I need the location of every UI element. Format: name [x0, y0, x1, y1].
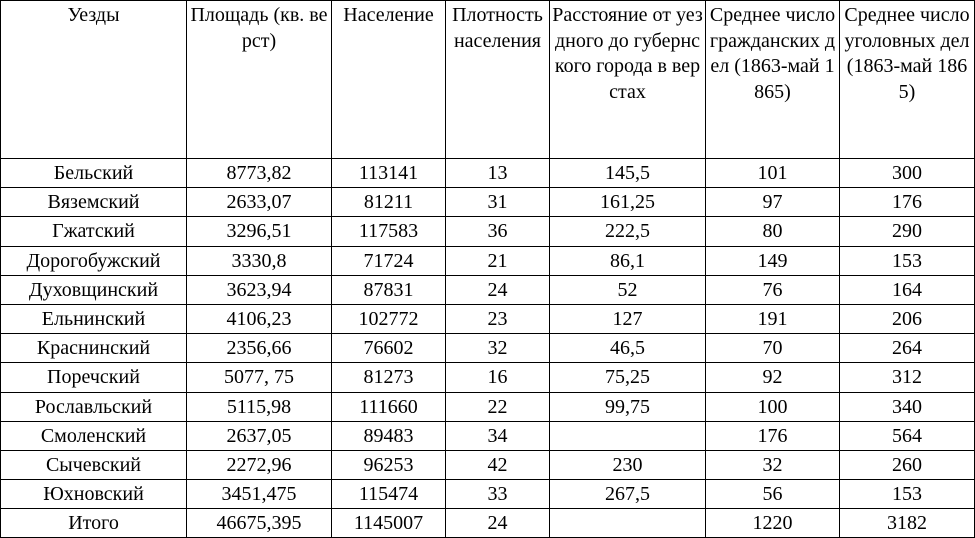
cell-uezd: Вяземский — [1, 188, 187, 217]
cell-distance: 267,5 — [550, 480, 706, 509]
header-uezd: Уезды — [1, 1, 187, 159]
cell-distance — [550, 509, 706, 538]
cell-distance: 46,5 — [550, 334, 706, 363]
cell-area: 46675,395 — [187, 509, 332, 538]
table-row — [1, 363, 975, 392]
header-density: Плотность населения — [446, 1, 550, 159]
table-row — [1, 480, 975, 509]
cell-distance: 127 — [550, 304, 706, 333]
cell-area: 2633,07 — [187, 188, 332, 217]
cell-criminal-cases: 564 — [840, 421, 975, 450]
cell-uezd: Поречский — [1, 363, 187, 392]
cell-uezd: Смоленский — [1, 421, 187, 450]
table-body — [1, 159, 975, 538]
cell-population: 71724 — [332, 246, 446, 275]
cell-area: 5115,98 — [187, 392, 332, 421]
cell-uezd: Итого — [1, 509, 187, 538]
cell-density: 23 — [446, 304, 550, 333]
table-row — [1, 421, 975, 450]
table-header — [1, 1, 975, 159]
cell-distance: 52 — [550, 275, 706, 304]
cell-civil-cases: 56 — [706, 480, 840, 509]
table-row — [1, 159, 975, 188]
cell-uezd: Краснинский — [1, 334, 187, 363]
header-population: Население — [332, 1, 446, 159]
cell-density: 21 — [446, 246, 550, 275]
cell-civil-cases: 92 — [706, 363, 840, 392]
cell-density: 33 — [446, 480, 550, 509]
table-row — [1, 392, 975, 421]
cell-population: 117583 — [332, 217, 446, 246]
cell-civil-cases: 70 — [706, 334, 840, 363]
cell-criminal-cases: 340 — [840, 392, 975, 421]
cell-civil-cases: 100 — [706, 392, 840, 421]
cell-density: 24 — [446, 509, 550, 538]
cell-civil-cases: 191 — [706, 304, 840, 333]
cell-area: 2637,05 — [187, 421, 332, 450]
cell-distance: 230 — [550, 450, 706, 479]
cell-distance: 145,5 — [550, 159, 706, 188]
cell-civil-cases: 1220 — [706, 509, 840, 538]
cell-density: 22 — [446, 392, 550, 421]
cell-uezd: Духовщинский — [1, 275, 187, 304]
table-row — [1, 217, 975, 246]
cell-density: 32 — [446, 334, 550, 363]
cell-area: 3451,475 — [187, 480, 332, 509]
table-row — [1, 275, 975, 304]
header-area: Площадь (кв. верст) — [187, 1, 332, 159]
table-row — [1, 304, 975, 333]
table-row — [1, 450, 975, 479]
cell-area: 4106,23 — [187, 304, 332, 333]
cell-uezd: Юхновский — [1, 480, 187, 509]
cell-civil-cases: 101 — [706, 159, 840, 188]
cell-criminal-cases: 264 — [840, 334, 975, 363]
total-row — [1, 509, 975, 538]
table-row — [1, 188, 975, 217]
cell-uezd: Дорогобужский — [1, 246, 187, 275]
cell-uezd: Сычевский — [1, 450, 187, 479]
header-civil-cases: Среднее число гражданских дел (1863-май 1865) — [706, 1, 840, 159]
cell-civil-cases: 176 — [706, 421, 840, 450]
cell-population: 76602 — [332, 334, 446, 363]
cell-area: 2272,96 — [187, 450, 332, 479]
cell-density: 36 — [446, 217, 550, 246]
cell-population: 96253 — [332, 450, 446, 479]
cell-criminal-cases: 3182 — [840, 509, 975, 538]
cell-population: 87831 — [332, 275, 446, 304]
cell-density: 31 — [446, 188, 550, 217]
cell-population: 115474 — [332, 480, 446, 509]
cell-population: 111660 — [332, 392, 446, 421]
cell-civil-cases: 32 — [706, 450, 840, 479]
cell-uezd: Ельнинский — [1, 304, 187, 333]
header-criminal-cases: Среднее число уголовных дел (1863-май 1865) — [840, 1, 975, 159]
cell-distance: 161,25 — [550, 188, 706, 217]
cell-criminal-cases: 176 — [840, 188, 975, 217]
cell-distance: 99,75 — [550, 392, 706, 421]
cell-criminal-cases: 300 — [840, 159, 975, 188]
cell-uezd: Гжатский — [1, 217, 187, 246]
table-row — [1, 334, 975, 363]
header-distance: Расстояние от уездного до губернского города в верстах — [550, 1, 706, 159]
cell-civil-cases: 80 — [706, 217, 840, 246]
cell-area: 8773,82 — [187, 159, 332, 188]
cell-density: 24 — [446, 275, 550, 304]
cell-civil-cases: 149 — [706, 246, 840, 275]
cell-distance: 86,1 — [550, 246, 706, 275]
cell-density: 13 — [446, 159, 550, 188]
cell-population: 89483 — [332, 421, 446, 450]
cell-civil-cases: 76 — [706, 275, 840, 304]
cell-criminal-cases: 164 — [840, 275, 975, 304]
cell-distance: 75,25 — [550, 363, 706, 392]
cell-density: 16 — [446, 363, 550, 392]
cell-uezd: Рославльский — [1, 392, 187, 421]
cell-uezd: Бельский — [1, 159, 187, 188]
cell-area: 3623,94 — [187, 275, 332, 304]
cell-criminal-cases: 153 — [840, 480, 975, 509]
cell-distance — [550, 421, 706, 450]
cell-criminal-cases: 260 — [840, 450, 975, 479]
cell-density: 42 — [446, 450, 550, 479]
cell-population: 113141 — [332, 159, 446, 188]
cell-population: 1145007 — [332, 509, 446, 538]
cell-criminal-cases: 312 — [840, 363, 975, 392]
cell-civil-cases: 97 — [706, 188, 840, 217]
cell-area: 5077, 75 — [187, 363, 332, 392]
cell-population: 81273 — [332, 363, 446, 392]
cell-area: 2356,66 — [187, 334, 332, 363]
cell-criminal-cases: 206 — [840, 304, 975, 333]
table-row — [1, 246, 975, 275]
cell-area: 3296,51 — [187, 217, 332, 246]
cell-density: 34 — [446, 421, 550, 450]
cell-area: 3330,8 — [187, 246, 332, 275]
header-row — [1, 1, 975, 159]
cell-population: 81211 — [332, 188, 446, 217]
cell-criminal-cases: 153 — [840, 246, 975, 275]
cell-distance: 222,5 — [550, 217, 706, 246]
cell-population: 102772 — [332, 304, 446, 333]
cell-criminal-cases: 290 — [840, 217, 975, 246]
